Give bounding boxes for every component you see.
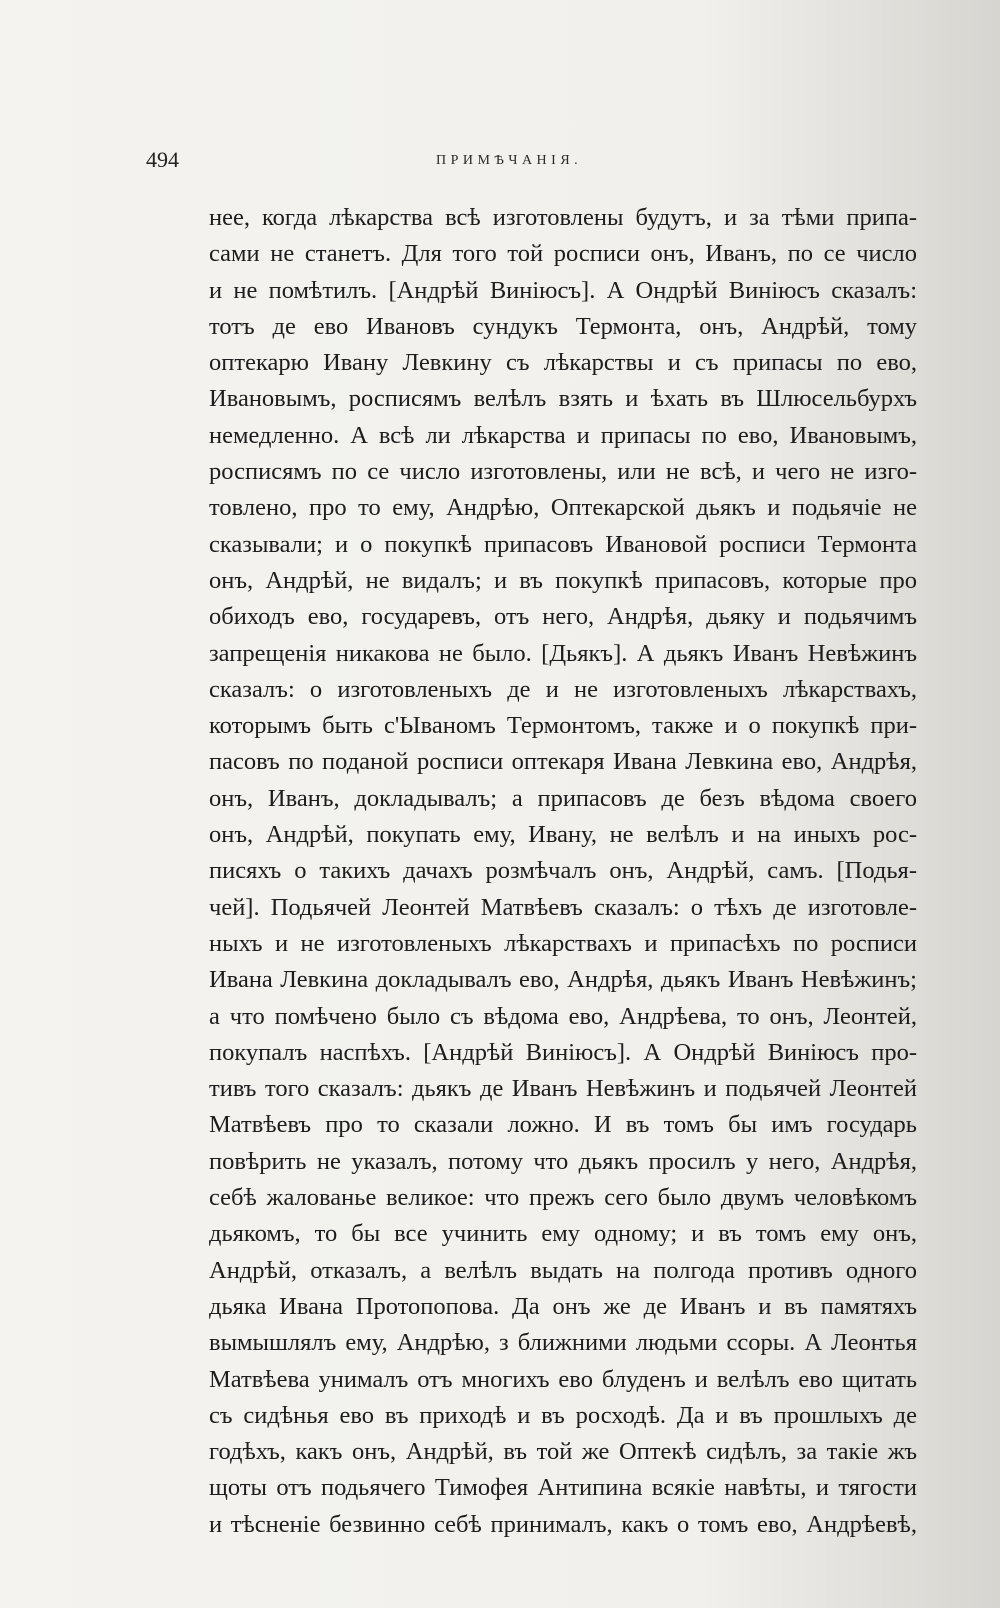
- text-line: оптекарю Ивану Левкину съ лѣкарствы и съ припасы по ево,: [209, 349, 917, 377]
- text-line: нее, когда лѣкарства всѣ изготовлены будутъ, и за тѣми припа-: [209, 204, 917, 231]
- text-line: сказалъ: о изготовленыхъ де и не изготовленыхъ лѣкарствахъ,: [209, 675, 917, 703]
- page-header: [0, 146, 1000, 176]
- text-line: Матвѣева унималъ отъ многихъ ево блуденъ и велѣлъ ево щитать: [209, 1365, 917, 1393]
- text-line: Ивановымъ, росписямъ велѣлъ взять и ѣхать въ Шлюсельбурхъ: [209, 385, 917, 413]
- text-line: сами не станетъ. Для того той росписи онъ, Иванъ, по се число: [209, 240, 917, 268]
- text-line: себѣ жалованье великое: что прежъ сего было двумъ человѣкомъ: [209, 1184, 917, 1212]
- text-line: покупалъ наспѣхъ. [Андрѣй Виніюсъ]. А Ондрѣй Виніюсъ про-: [209, 1038, 917, 1066]
- text-line: Матвѣевъ про то сказали ложно. И въ томъ бы имъ государь: [209, 1111, 917, 1139]
- text-line: товлено, про то ему, Андрѣю, Оптекарской дьякъ и подьячіе не: [209, 494, 917, 522]
- text-line: дьякомъ, то бы все учинить ему одному; и въ томъ ему онъ,: [209, 1220, 917, 1248]
- page-number: 494: [146, 147, 179, 172]
- text-line: пасовъ по поданой росписи оптекаря Ивана Левкина ево, Андрѣя,: [209, 748, 917, 776]
- text-line: и не помѣтилъ. [Андрѣй Виніюсъ]. А Ондрѣй Виніюсъ сказалъ:: [209, 276, 917, 304]
- text-line: годѣхъ, какъ онъ, Андрѣй, въ той же Оптекѣ сидѣлъ, за такіе жъ: [209, 1438, 917, 1466]
- text-line: которымъ быть с'Ываномъ Термонтомъ, также и о покупкѣ при-: [209, 712, 917, 740]
- text-line: немедленно. А всѣ ли лѣкарства и припасы по ево, Ивановымъ,: [209, 421, 917, 449]
- text-line: Андрѣй, отказалъ, а велѣлъ выдать на полгода противъ одного: [209, 1256, 917, 1284]
- text-line: Ивана Левкина докладывалъ ево, Андрѣя, дьякъ Иванъ Невѣжинъ;: [209, 966, 917, 994]
- text-line: дьяка Ивана Протопопова. Да онъ же де Иванъ и въ памятяхъ: [209, 1292, 917, 1320]
- text-line: и тѣсненіе безвинно себѣ принималъ, какъ о томъ ево, Андрѣевѣ,: [209, 1510, 917, 1538]
- text-line: онъ, Андрѣй, покупать ему, Ивану, не велѣлъ и на иныхъ рос-: [209, 821, 917, 849]
- text-line: онъ, Иванъ, докладывалъ; а припасовъ де безъ вѣдома своего: [209, 784, 917, 812]
- text-line: сказывали; и о покупкѣ припасовъ Ивановой росписи Термонта: [209, 530, 917, 558]
- text-line: росписямъ по се число изготовлены, или не всѣ, и чего не изго-: [209, 458, 917, 486]
- text-line: ныхъ и не изготовленыхъ лѣкарствахъ и припасѣхъ по росписи: [209, 929, 917, 957]
- text-line: чей]. Подьячей Леонтей Матвѣевъ сказалъ: о тѣхъ де изготовле-: [209, 893, 917, 921]
- text-line: повѣрить не указалъ, потому что дьякъ просилъ у него, Андрѣя,: [209, 1147, 917, 1175]
- text-line: тотъ де ево Ивановъ сундукъ Термонта, онъ, Андрѣй, тому: [209, 312, 917, 340]
- body-text: [209, 200, 917, 1543]
- text-line: обиходъ ево, государевъ, отъ него, Андрѣя, дьяку и подьячимъ: [209, 603, 917, 631]
- text-line: писяхъ о такихъ дачахъ розмѣчалъ онъ, Андрѣй, самъ. [Подья-: [209, 857, 917, 885]
- text-line: онъ, Андрѣй, не видалъ; и въ покупкѣ припасовъ, которые про: [209, 566, 917, 594]
- text-line: съ сидѣнья ево въ приходѣ и въ росходѣ. Да и въ прошлыхъ де: [209, 1401, 917, 1429]
- text-line: а что помѣчено было съ вѣдома ево, Андрѣева, то онъ, Леонтей,: [209, 1002, 917, 1030]
- text-line: щоты отъ подьячего Тимофея Антипина всякіе навѣты, и тягости: [209, 1474, 917, 1502]
- text-line: вымышлялъ ему, Андрѣю, з ближними людьми ссоры. А Леонтья: [209, 1329, 917, 1357]
- text-line: запрещенія никакова не было. [Дьякъ]. А дьякъ Иванъ Невѣжинъ: [209, 639, 917, 667]
- running-head: ПРИМѢЧАНІЯ.: [436, 153, 583, 168]
- text-line: тивъ того сказалъ: дьякъ де Иванъ Невѣжинъ и подьячей Леонтей: [209, 1075, 917, 1103]
